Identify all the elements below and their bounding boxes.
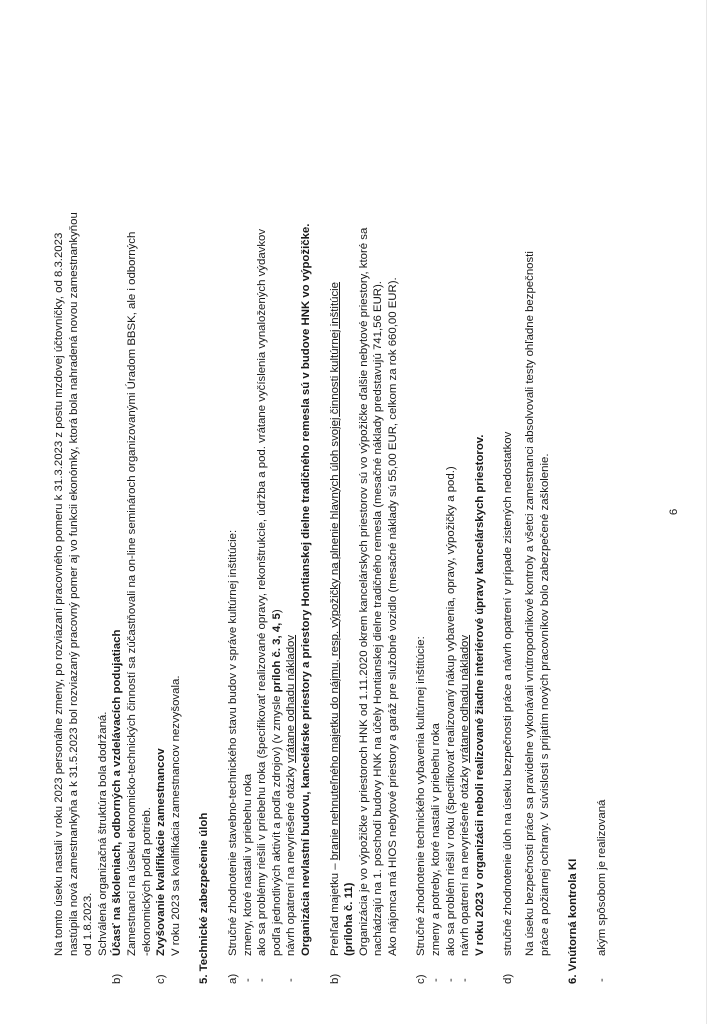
section-5c-intro: Stručné zhodnotenie technického vybavenia kultúrnej inštitúcie: [415, 636, 428, 956]
footer-divider [706, 0, 707, 1024]
bullet-dash: - [241, 978, 254, 982]
bullet-underlined: vrátane odhadu nákladov [459, 634, 472, 763]
item-c-label: c) [155, 974, 168, 984]
section-5b-line: Ako nájomca má HIOS nebytové priestory a garáž pre služobné vozidlo (mesačné náklady sú 55,00 EUR, celkom za rok 660,00 EUR). [386, 277, 399, 956]
bullet-dash: - [285, 978, 298, 982]
section-5b-title-b: branie nehnuteľného majetku do nájmu, resp. výpožičky na plnenie hlavných úloh svojej činnosti kultúrnej inštitúcie [328, 281, 341, 861]
page-number: 6 [668, 508, 680, 516]
bullet-text: zmeny, ktoré nastali v priebehu roka [241, 773, 254, 956]
item-b-line: -ekonomických podľa potrieb. [140, 807, 153, 956]
item-b-label: b) [111, 973, 124, 984]
bullet-dash: - [256, 978, 269, 982]
bullet-item [458, 44, 473, 1004]
section-5d-intro: stručné zhodnotenie úloh na úseku bezpečnosti práce a návrh opatrení v prípade zistených nedostatkov [502, 431, 515, 956]
bullet-text: akým spôsobom je realizovaná [595, 799, 608, 956]
intro-line: Schválená organizačná štruktúra bola dodržaná. [96, 711, 109, 956]
attachment-ref: príloh č. 3, 4, 5 [270, 613, 283, 693]
section-5d-line: Na úseku bezpečnosti práce sa pravidelne vykonávali vnútropodnikové kontroly a všetci zamestnanci absolvovali testy ohľadne bezpečnosti [524, 251, 537, 956]
bullet-item [255, 44, 270, 1004]
section-5c-conclusion: V roku 2023 v organizácii neboli realizované žiadne interiérové úpravy kancelárskych priestorov. [473, 434, 486, 956]
bullet-underlined: vrátane odhadu nákladov [285, 634, 298, 763]
bullet-dash: - [444, 978, 457, 982]
section-5b-line: nachádzajú na 1. poschodí budovy HNK na účely Hontianskej dielne tradičného remesla (mesačné náklady predstavujú 741,56 EUR). [372, 281, 385, 956]
bullet-text: návrh opatrení na nevyriešené otázky [285, 762, 298, 956]
bullet-text: ako sa problém riešil v roku (špecifikovať realizovaný nákup vybavenia, opravy, výpožičky a pod.) [444, 466, 457, 956]
bullet-text: návrh opatrení na nevyriešené otázky [459, 762, 472, 956]
section-5d-label: d) [502, 973, 515, 984]
section-5c-label: c) [415, 974, 428, 984]
bullet-dash: - [430, 978, 443, 982]
section-5a-label: a) [226, 973, 239, 984]
intro-line: nastúpila nová zamestnankyňa a k 31.5.2023 bol rozviazaný pracovný pomer aj vo funkcii ekonómky, ktorá bola nahradená novou zamestnankyňou [67, 212, 80, 956]
section-5b-attachment: (príloha č. 11) [343, 882, 356, 956]
item-c-title: Zvyšovanie kvalifikácie zamestnancov [155, 748, 168, 956]
section-5a-intro: Stručné zhodnotenie stavebno-technického stavu budov v správe kultúrnej inštitúcie: [226, 529, 239, 956]
section-5b-title [328, 282, 343, 984]
bullet-item [595, 44, 610, 1004]
bullet-continuation [270, 44, 285, 1004]
bullet-item [284, 44, 299, 1004]
item-c [154, 44, 169, 1004]
bullet-item [429, 44, 444, 1004]
section-5-heading: 5. Technické zabezpečenie úloh [198, 812, 211, 984]
page-content [52, 44, 609, 1004]
section-5b [328, 44, 343, 1004]
section-5b-title-a: Prehľad majetku – [328, 860, 341, 956]
section-5d-line: práce a požiarnej ochrany. V súvislosti s prijatím nových pracovníkov bolo zabezpečené zaškolenie. [538, 453, 551, 956]
item-b [110, 44, 125, 1004]
section-5d [501, 44, 516, 1004]
bullet-cont-text: podľa jednotlivých aktivít a podľa zdrojov) (v zmysle [270, 692, 283, 956]
intro-line: od 1.8.2023. [82, 892, 95, 956]
section-5a [226, 44, 241, 1004]
item-b-line: Zamestnanci na úseku ekonomicko-technických činností sa zúčastňovali na on-line seminároch organizovanými Úradom BBSK, ale i odborných [125, 231, 138, 956]
bullet-text: zmeny a potreby, ktoré nastali v priebehu roka [430, 723, 443, 956]
section-5c [414, 44, 429, 1004]
section-5b-line: Organizácia je vo výpožičke v priestoroch HNK od 1.11.2020 okrem kancelárskych priestorov sú vo výpožičke ďalšie nebytové priestory, ktoré sa [357, 227, 370, 956]
bullet-text: ako sa problémy riešili v priebehu roka (špecifikovať realizované opravy, rekonštrukcie, údržba a pod. vrátane vyčíslenia vynaložených výdavkov [256, 228, 269, 956]
bullet-item [444, 44, 459, 1004]
item-c-line: V roku 2023 sa kvalifikácia zamestnancov nezvyšovala. [169, 675, 182, 956]
item-b-title: Účasť na školeniach, odborných a vzdelávacích podujatiach [111, 629, 124, 956]
section-6-heading: 6. Vnútorná kontrola KI [567, 858, 580, 984]
bullet-dash: - [459, 978, 472, 982]
intro-line: Na tomto úseku nastali v roku 2023 personálne zmeny, po rozviazaní pracovného pomeru k 31.3.2023 z postu mzdovej účtovníčky, od 8.3.2023 [53, 232, 65, 956]
bullet-dash: - [595, 978, 608, 982]
bullet-item [241, 44, 256, 1004]
section-5a-conclusion: Organizácia nevlastní budovu, kancelárske priestory a priestory Hontianskej dielne tradičného remesla sú v budove HNK vo výpožičke. [299, 223, 312, 956]
bullet-cont-end: ) [270, 609, 283, 614]
section-5b-label: b) [328, 973, 341, 984]
